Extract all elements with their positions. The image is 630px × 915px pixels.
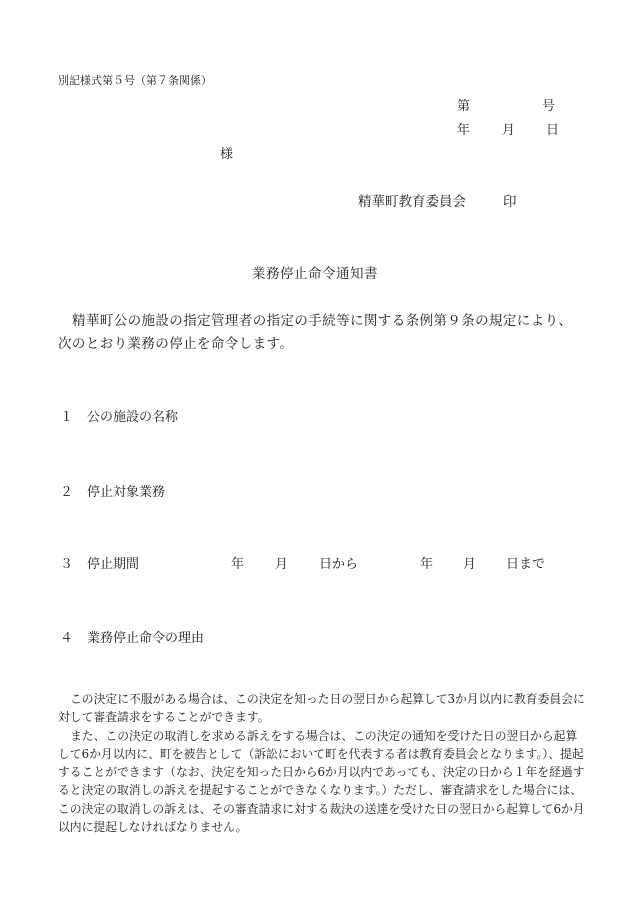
form-number: 別記様式第５号（第７条関係）	[58, 74, 212, 87]
date-day: 日	[546, 123, 560, 138]
addressee: 様	[220, 147, 234, 162]
item-suspension-period	[60, 553, 139, 572]
item-suspended-work	[60, 481, 165, 500]
item-number: ２	[60, 485, 74, 500]
period-end-month: 月	[463, 557, 477, 572]
date-month: 月	[502, 123, 516, 138]
item-number: ３	[60, 557, 74, 572]
item-facility-name	[60, 406, 178, 425]
document-number-prefix: 第	[457, 99, 471, 114]
period-start-day: 日から	[319, 557, 359, 572]
document-title: 業務停止命令通知書	[252, 266, 378, 282]
period-start-month: 月	[275, 557, 289, 572]
item-number: １	[60, 410, 74, 425]
body-text: 精華町公の施設の指定管理者の指定の手続等に関する条例第９条の規定により、次のとおり業務の停止を命令します。	[58, 313, 573, 352]
item-suspension-reason	[60, 627, 204, 646]
date-year: 年	[457, 123, 471, 138]
period-end-year: 年	[420, 557, 434, 572]
issuer: 精華町教育委員会	[358, 194, 466, 210]
item-number: ４	[60, 631, 74, 646]
period-start-year: 年	[231, 557, 245, 572]
notice-paragraph-lawsuit: また、この決定の取消しを求める訴えをする場合は、この決定の通知を受けた日の翌日から起算して6か月以内に、町を被告として（訴訟において町を代表する者は教育委員会となります。）、提起することができます（なお、決定を知った日から6か月以内であっても、決定の日から１年を経過すると決定の取消しの訴えを提起することができなくなります。）ただし、審査請求をした場合には、この決定の取消しの訴えは、その審査請求に対する裁決の送達を受けた日の翌日から起算して6か月以内に提起しなければなりません。	[58, 728, 585, 835]
item-label: 公の施設の名称	[87, 410, 179, 425]
appeal-notice	[58, 690, 588, 836]
item-label: 停止期間	[87, 557, 140, 572]
item-label: 停止対象業務	[87, 485, 166, 500]
period-end-day: 日まで	[506, 557, 546, 572]
seal-mark: 印	[503, 194, 517, 210]
document-number-suffix: 号	[542, 99, 556, 114]
notice-paragraph-review: この決定に不服がある場合は、この決定を知った日の翌日から起算して3か月以内に教育委員会に対して審査請求をすることができます。	[58, 692, 585, 725]
item-label: 業務停止命令の理由	[87, 631, 205, 646]
